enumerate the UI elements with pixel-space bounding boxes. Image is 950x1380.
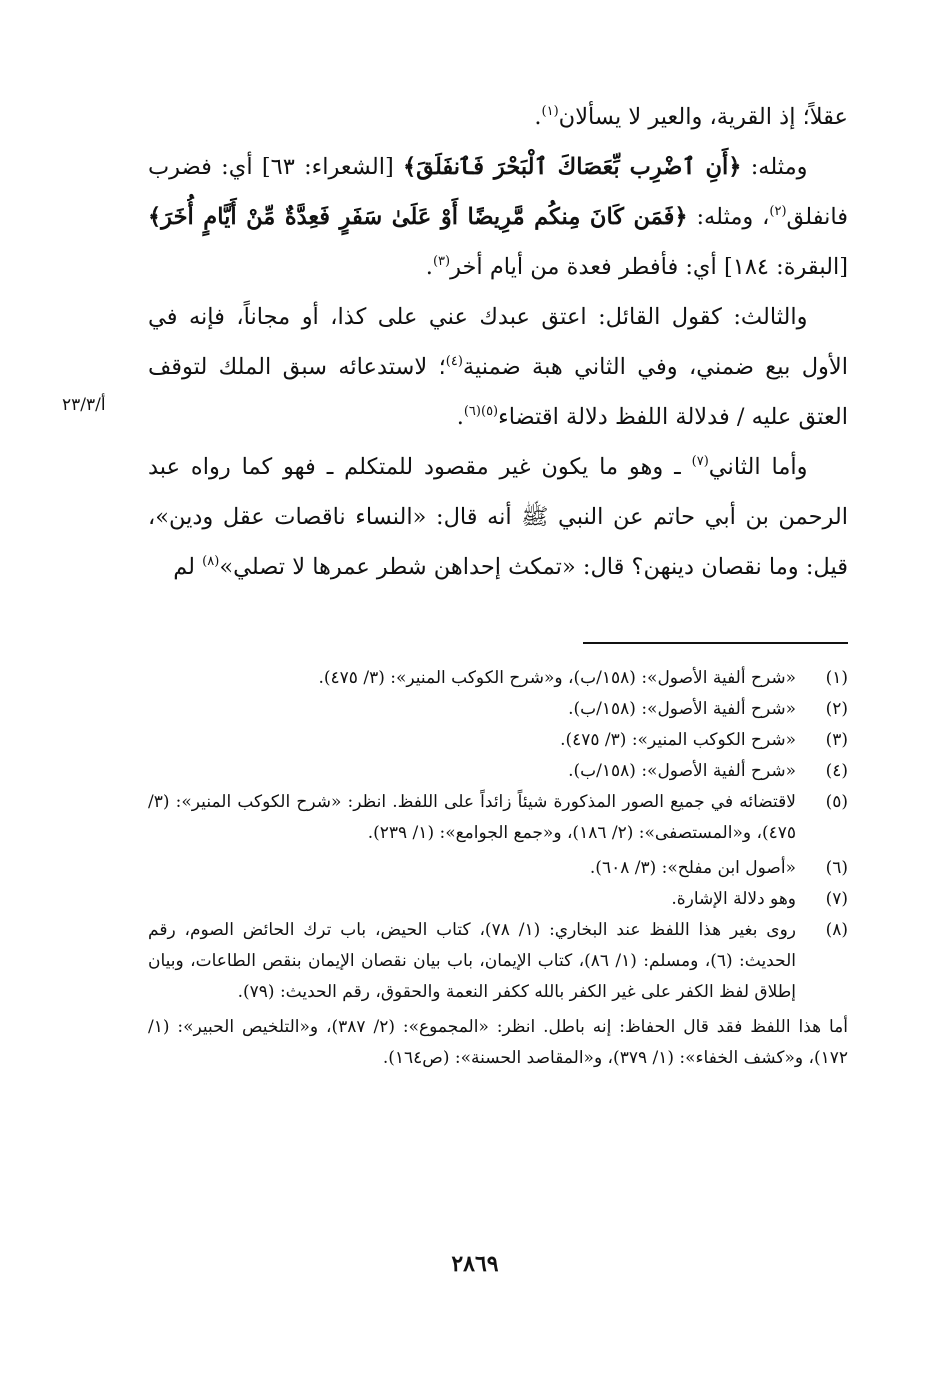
text-run: لم [173,554,203,580]
main-text [148,92,848,592]
footnote-number: (٦) [825,858,848,878]
footnote-text: «أصول ابن مفلح»: (٣/ ٦٠٨). [589,858,796,878]
footnote-text: لاقتضائه في جميع الصور المذكورة شيئاً زائداً على اللفظ. انظر: «شرح الكوكب المنير»: (٣/ ٤٧٥)، و«المستصفى»: (٢/ ١٨٦)، و«جمع الجوامع»: (١/ ٢٣٩). [148,792,796,843]
footnote-text: «شرح ألفية الأصول»: (١٥٨/ب). [568,761,796,781]
quran-quote: ﴿فَمَن كَانَ مِنكُم مَّرِيضًا أَوْ عَلَىٰ سَفَرٍ فَعِدَّةٌ مِّنْ أَيَّامٍ أُخَرَ﴾ [148,204,688,230]
footnote-reference: (٥)(٦) [463,404,499,419]
footnote-number: (٥) [825,792,848,812]
footnote [148,853,848,884]
footnote-number: (٣) [825,730,848,750]
footnote-reference: (٤) [445,354,463,369]
text-run: . [534,104,542,130]
footnote [148,725,848,756]
footnote-reference: (١) [541,104,559,119]
footnote [148,787,848,849]
text-run: ـ وهو ما يكون غير مقصود للمتكلم ـ فهو كما رواه عبد الرحمن بن أبي حاتم عن النبي ﷺ أنه قال: «النساء ناقصات عقل ودين»، قيل: وما نقصان دينهن؟ قال: «تمكث إحداهن شطر عمرها لا تصلي» [148,454,848,580]
footnote-text: وهو دلالة الإشارة. [671,889,796,909]
margin-folio-note: أ/٢٣/٣ [62,395,106,415]
footnote-text: «شرح الكوكب المنير»: (٣/ ٤٧٥). [560,730,796,750]
footnote [148,884,848,915]
footnote-reference: (٨) [202,554,220,569]
footnote-text: «شرح ألفية الأصول»: (١٥٨/ب). [568,699,796,719]
footnote-reference: (٢) [769,204,787,219]
footnote-reference: (٧) [691,454,709,469]
footnote-separator [583,642,848,644]
text-run: . [425,254,433,280]
footnote-text: روى بغير هذا اللفظ عند البخاري: (١/ ٧٨)، كتاب الحيض، باب ترك الحائض الصوم، رقم الحديث: (٦)، ومسلم: (١/ ٨٦)، كتاب الإيمان، باب بيان نقصان الإيمان بنقص الطاعات، وبيان إطلاق لفظ الكفر على غير الكفر بالله ككفر النعمة والحقوق، رقم الحديث: (٧٩). [148,920,797,1002]
quran-quote: ﴿أَنِ ٱضْرِب بِّعَصَاكَ ٱلْبَحْرَ فَٱنفَلَقَ﴾ [403,154,742,180]
footnote-number: (٢) [825,699,848,719]
footnote [148,694,848,725]
footnote-continuation: أما هذا اللفظ فقد قال الحفاظ: إنه باطل. انظر: «المجموع»: (٢/ ٣٨٧)، و«التلخيص الحبير»: (١/ ١٧٢)، و«كشف الخفاء»: (١/ ٣٧٩)، و«المقاصد الحسنة»: (ص١٦٤). [148,1017,848,1068]
page-number: ٢٨٦٩ [451,1251,499,1277]
text-run: ، ومثله: [687,204,770,230]
text-run: ومثله: [741,154,808,180]
text-run: وأما الثاني [708,454,808,480]
footnotes [148,663,848,1074]
paragraph [148,142,848,292]
footnote-number: (٨) [825,920,848,940]
footnote-text: «شرح ألفية الأصول»: (١٥٨/ب)، و«شرح الكوكب المنير»: (٣/ ٤٧٥). [318,668,796,688]
text-run: ؛ لاستدعائه سبق الملك لتوقف العتق عليه / فدلالة اللفظ دلالة اقتضاء [148,354,848,430]
footnote [148,915,848,1008]
text-run: عقلاً؛ إذ القرية، والعير لا يسألان [558,104,848,130]
text-run: والثالث: كقول القائل: اعتق عبدك عني على كذا، أو مجاناً، فإنه في الأول بيع ضمني، وفي الثاني هبة ضمنية [148,304,848,380]
text-run: [البقرة: ١٨٤] أي: فأفطر فعدة من أيام أخر [450,254,848,280]
text-run: [الشعراء: ٦٣] أي: فضرب فانفلق [148,154,848,230]
paragraph [148,442,848,592]
text-run: . [456,404,464,430]
footnote-number: (٤) [825,761,848,781]
paragraph [148,92,848,142]
paragraph [148,292,848,442]
footnote-number: (١) [825,668,848,688]
footnote-reference: (٣) [432,254,451,269]
footnote [148,663,848,694]
footnote-number: (٧) [825,889,848,909]
footnote-list [148,663,848,1008]
footnote [148,756,848,787]
